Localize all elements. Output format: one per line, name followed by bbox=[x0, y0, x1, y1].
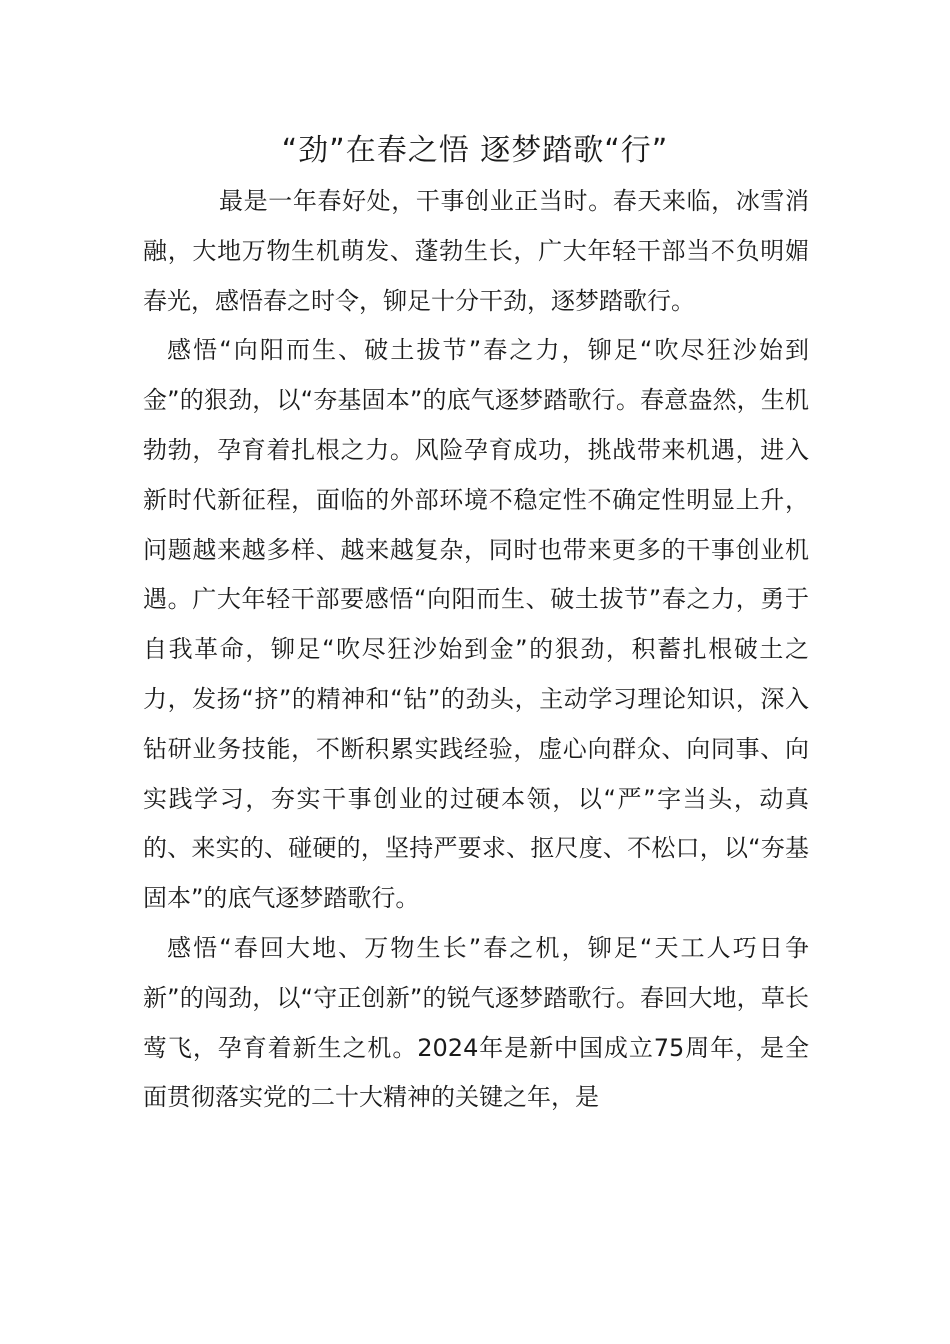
paragraph-intro: 最是一年春好处，干事创业正当时。春天来临，冰雪消融，大地万物生机萌发、蓬勃生长，广大年轻干部当不负明媚春光，感悟春之时令，铆足十分干劲，逐梦踏歌行。 bbox=[143, 187, 809, 315]
paragraph-spring-force: 感悟“向阳而生、破土拔节”春之力，铆足“吹尽狂沙始到金”的狠劲，以“夯基固本”的底气逐梦踏歌行。春意盎然，生机勃勃，孕育着扎根之力。风险孕育成功，挑战带来机遇，进入新时代新征程，面临的外部环境不稳定性不确定性明显上升，问题越来越多样、越来越复杂，同时也带来更多的干事创业机遇。广大年轻干部要感悟“向阳而生、破土拔节”春之力，勇于自我革命，铆足“吹尽狂沙始到金”的狠劲，积蓄扎根破土之力，发扬“挤”的精神和“钻”的劲头，主动学习理论知识，深入钻研业务技能，不断积累实践经验，虚心向群众、向同事、向实践学习，夯实干事创业的过硬本领，以“严”字当头，动真的、来实的、碰硬的，坚持严要求、抠尺度、不松口，以“夯基固本”的底气逐梦踏歌行。 bbox=[143, 336, 809, 913]
document-body bbox=[143, 177, 809, 1123]
document-title: “劲”在春之悟 逐梦踏歌“行” bbox=[281, 133, 669, 168]
paragraph-spring-opportunity: 感悟“春回大地、万物生长”春之机，铆足“天工人巧日争新”的闯劲，以“守正创新”的锐气逐梦踏歌行。春回大地，草长莺飞，孕育着新生之机。2024年是新中国成立75周年，是全面贯彻落实党的二十大精神的关键之年，是 bbox=[143, 933, 809, 1112]
